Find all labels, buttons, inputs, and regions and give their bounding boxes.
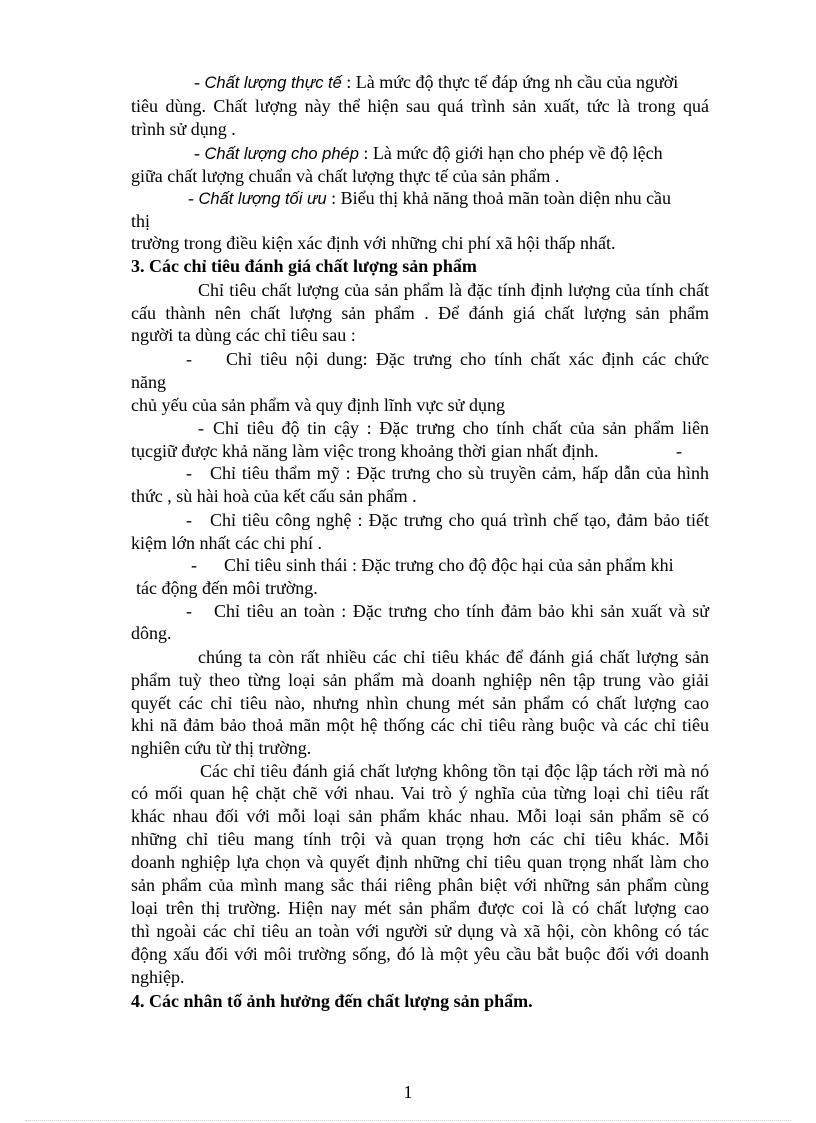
text-line: kiệm lớn nhất các chi phí .: [131, 533, 322, 553]
text-line: cấu thành nên chất lượng sản phẩm . Để đánh giá chất lượng sản phẩm: [131, 303, 709, 323]
list-item: Chỉ tiêu độ tin cậy : Đặc trưng cho tính chất của sản phẩm liên: [213, 418, 709, 438]
list-bullet: -: [186, 349, 192, 369]
list-item: Chỉ tiêu an toàn : Đặc trưng cho tính đảm bảo khi sản xuất và sử: [214, 601, 709, 621]
list-bullet: -: [198, 418, 204, 438]
list-bullet: -: [186, 510, 192, 530]
text-line: dông.: [131, 623, 172, 643]
text-line: nghiệp.: [131, 967, 185, 987]
text-line: tác động đến môi trường.: [136, 578, 318, 598]
text-line: loại trên thị trường. Hiện nay mét sản phẩm được coi là có chất lượng cao: [131, 898, 709, 918]
text-line: doanh nghiệp lựa chọn và quyết định những chỉ tiêu quan trọng nhất làm cho: [131, 852, 709, 872]
text-line: tiêu dùng. Chất lượng này thể hiện sau quá trình sản xuất, tức là trong quá: [131, 96, 709, 116]
text-line: khác nhau đối với mỗi loại sản phẩm khác nhau. Mỗi loại sản phẩm sẽ có: [131, 806, 709, 826]
definition-line: - Chất lượng tối ưu : Biểu thị khả năng thoả mãn toàn diện nhu cầu: [188, 188, 672, 208]
text-line: Các chỉ tiêu đánh giá chất lượng không tồn tại độc lập tách rời mà nó: [200, 761, 709, 781]
text-line: khi nã đảm bảo thoả mãn một hệ thống các chỉ tiêu ràng buộc và các chỉ tiêu: [131, 715, 709, 735]
list-bullet: -: [191, 555, 197, 575]
list-bullet: -: [186, 601, 192, 621]
text-line: sản phẩm của mình mang sắc thái riêng phân biệt với những sản phẩm cùng: [131, 875, 709, 895]
text-line: quyết các chỉ tiêu nào, nhưng nhìn chung mét sản phẩm có chất lượng cao: [131, 693, 709, 713]
footer-divider: [25, 1120, 791, 1121]
text-line: chúng ta còn rất nhiều các chỉ tiêu khác để đánh giá chất lượng sản: [198, 647, 709, 667]
term-actual-quality: Chất lượng thực tế: [204, 74, 342, 92]
text-line: thức , sù hài hoà của kết cấu sản phẩm .: [131, 486, 417, 506]
text-line: động xấu đối với môi trường sống, đó là một yêu cầu bắt buộc đối với doanh: [131, 944, 709, 964]
text-line: phẩm tuỳ theo từng loại sản phẩm mà doanh nghiệp nên tập trung vào giải: [131, 670, 709, 690]
list-item: Chỉ tiêu sinh thái : Đặc trưng cho độ độc hại của sản phẩm khi: [224, 555, 674, 575]
text-line: có mối quan hệ chặt chẽ với nhau. Vai trò ý nghĩa của từng loại chỉ tiêu rất: [131, 783, 709, 803]
text-line: Chỉ tiêu chất lượng của sản phẩm là đặc tính định lượng của tính chất: [198, 280, 709, 300]
term-optimal-quality: Chất lượng tối ưu: [198, 190, 327, 208]
text-line: trường trong điều kiện xác định với những chi phí xã hội thấp nhất.: [131, 233, 616, 253]
list-item: Chỉ tiêu công nghệ : Đặc trưng cho quá trình chế tạo, đảm bảo tiết: [210, 510, 709, 530]
list-bullet: -: [676, 441, 682, 461]
list-item: Chỉ tiêu thẩm mỹ : Đặc trưng cho sù truyền cảm, hấp dẫn của hình: [210, 463, 709, 483]
definition-line: - Chất lượng thực tế : Là mức độ thực tế đáp ứng nh cầu của người: [194, 72, 679, 92]
text-line: những chỉ tiêu mang tính trội và quan trọng hơn các chỉ tiêu khác. Mỗi: [131, 829, 709, 849]
text-line: chủ yếu của sản phẩm và quy định lĩnh vực sử dụng: [131, 395, 505, 415]
section-heading-4: 4. Các nhân tố ảnh hưởng đến chất lượng sản phẩm.: [131, 991, 533, 1011]
text-line: thị: [131, 211, 151, 231]
text-line: trình sử dụng .: [131, 119, 236, 139]
text-line: nghiên cứu từ thị trường.: [131, 738, 312, 758]
section-heading-3: 3. Các chỉ tiêu đánh giá chất lượng sản phẩm: [131, 256, 477, 276]
term-permitted-quality: Chất lượng cho phép: [204, 145, 359, 163]
page-number: 1: [403, 1082, 413, 1102]
definition-line: - Chất lượng cho phép : Là mức độ giới hạn cho phép về độ lệch: [194, 143, 663, 163]
list-item: Chỉ tiêu nội dung: Đặc trưng cho tính chất xác định các chức: [226, 349, 709, 369]
text-line: năng: [131, 372, 166, 392]
text-line: người ta dùng các chỉ tiêu sau :: [131, 325, 356, 345]
text-line: giữa chất lượng chuẩn và chất lượng thực tế của sản phẩm .: [131, 166, 560, 186]
text-line: thì ngoài các chỉ tiêu an toàn với người sử dụng và xã hội, còn không có tác: [131, 921, 709, 941]
text-line: tụcgiữ được khả năng làm việc trong khoảng thời gian nhất định.: [131, 441, 599, 461]
list-bullet: -: [186, 463, 192, 483]
